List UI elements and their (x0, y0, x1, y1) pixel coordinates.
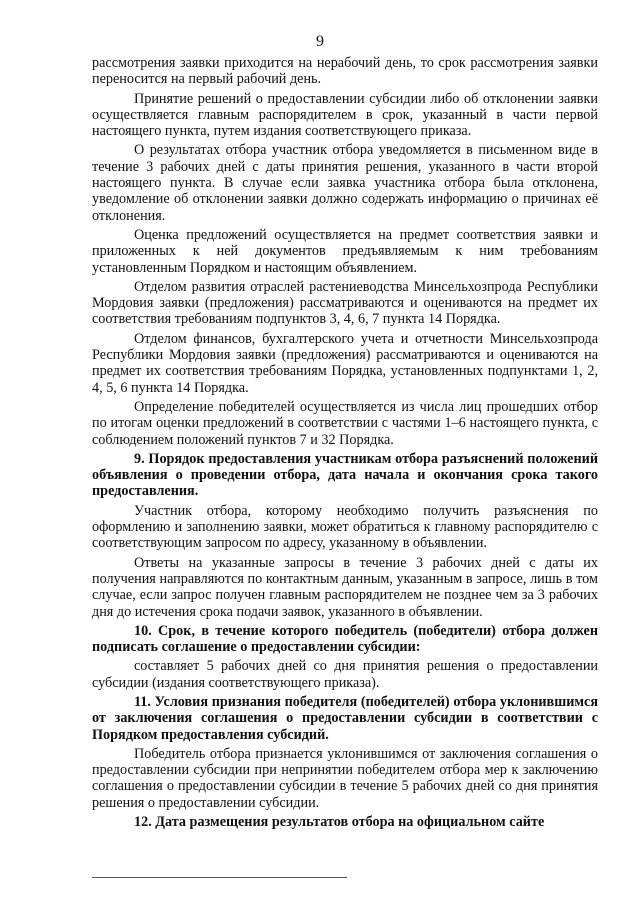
paragraph-evaluation: Оценка предложений осуществляется на предмет соответствия заявки и приложенных к ней документов предъявляемым к ним требованиям установленным Порядком и настоящим объявлением. (92, 226, 598, 276)
paragraph-crop-department: Отделом развития отраслей растениеводства Минсельхозпрода Республики Мордовия заявки (предложения) рассматриваются и оцениваются на предмет их соответствия требованиям подпунктов 3, 4, 6, 7 пункта 14 Порядка. (92, 278, 598, 328)
paragraph-winners: Определение победителей осуществляется из числа лиц прошедших отбор по итогам оценки предложений в соответствии с частями 1–6 настоящего пункта, с соблюдением положений пунктов 7 и 32 Порядка. (92, 398, 598, 448)
document-body (92, 55, 598, 833)
section-heading-12: 12. Дата размещения результатов отбора на официальном сайте (134, 814, 545, 831)
section-heading-9: 9. Порядок предоставления участникам отбора разъяснений положений объявления о проведении отбора, дата начала и окончания срока такого предоставления. (92, 450, 598, 500)
paragraph-clarification-answers: Ответы на указанные запросы в течение 3 рабочих дней с даты их получения направляются по контактным данным, указанным в запросе, лишь в том случае, если запрос получен главным распорядителем не позднее чем за 3 рабочих дня до истечения срока подачи заявок, указанного в объявлении. (92, 554, 598, 620)
paragraph-notification: О результатах отбора участник отбора уведомляется в письменном виде в течение 3 рабочих дней с даты принятия решения, указанного в части второй настоящего пункта. В случае если заявка участника отбора была отклонена, уведомление об отклонении заявки должно содержать информацию о причинах её отклонения. (92, 142, 598, 224)
paragraph-finance-department: Отделом финансов, бухгалтерского учета и отчетности Минсельхозпрода Республики Мордовия заявки (предложения) рассматриваются и оцениваются на предмет их соответствия требованиям Порядка, установленных подпунктами 1, 2, 4, 5, 6 пункта 14 Порядка. (92, 330, 598, 396)
paragraph-signing-term: составляет 5 рабочих дней со дня принятия решения о предоставлении субсидии (издания соответствующего приказа). (92, 658, 598, 691)
section-heading-10: 10. Срок, в течение которого победитель (победители) отбора должен подписать соглашение о предоставлении субсидии: (92, 622, 598, 656)
section-heading-11: 11. Условия признания победителя (победителей) отбора уклонившимся от заключения соглашения о предоставлении субсидии в соответствии с Порядком предоставления субсидий. (92, 693, 598, 743)
footer-divider (92, 877, 347, 878)
paragraph-evasion-conditions: Победитель отбора признается уклонившимся от заключения соглашения о предоставлении субсидии при непринятии победителем отбора мер к заключению соглашения о предоставлении субсидии в течение 5 рабочих дней со дня принятия решения о предоставлении субсидии. (92, 745, 598, 811)
paragraph-decision: Принятие решений о предоставлении субсидии либо об отклонении заявки осуществляется главным распорядителем в срок, указанный в части первой настоящего пункта, путем издания соответствующего приказа. (92, 90, 598, 140)
page-number: 9 (316, 33, 324, 50)
paragraph-continuation: рассмотрения заявки приходится на нерабочий день, то срок рассмотрения заявки переносится на первый рабочий день. (92, 55, 598, 88)
paragraph-clarification-request: Участник отбора, которому необходимо получить разъяснения по оформлению и заполнению заявки, может обратиться к главному распорядителю с соответствующим запросом по адресу, указанному в объявлении. (92, 502, 598, 552)
